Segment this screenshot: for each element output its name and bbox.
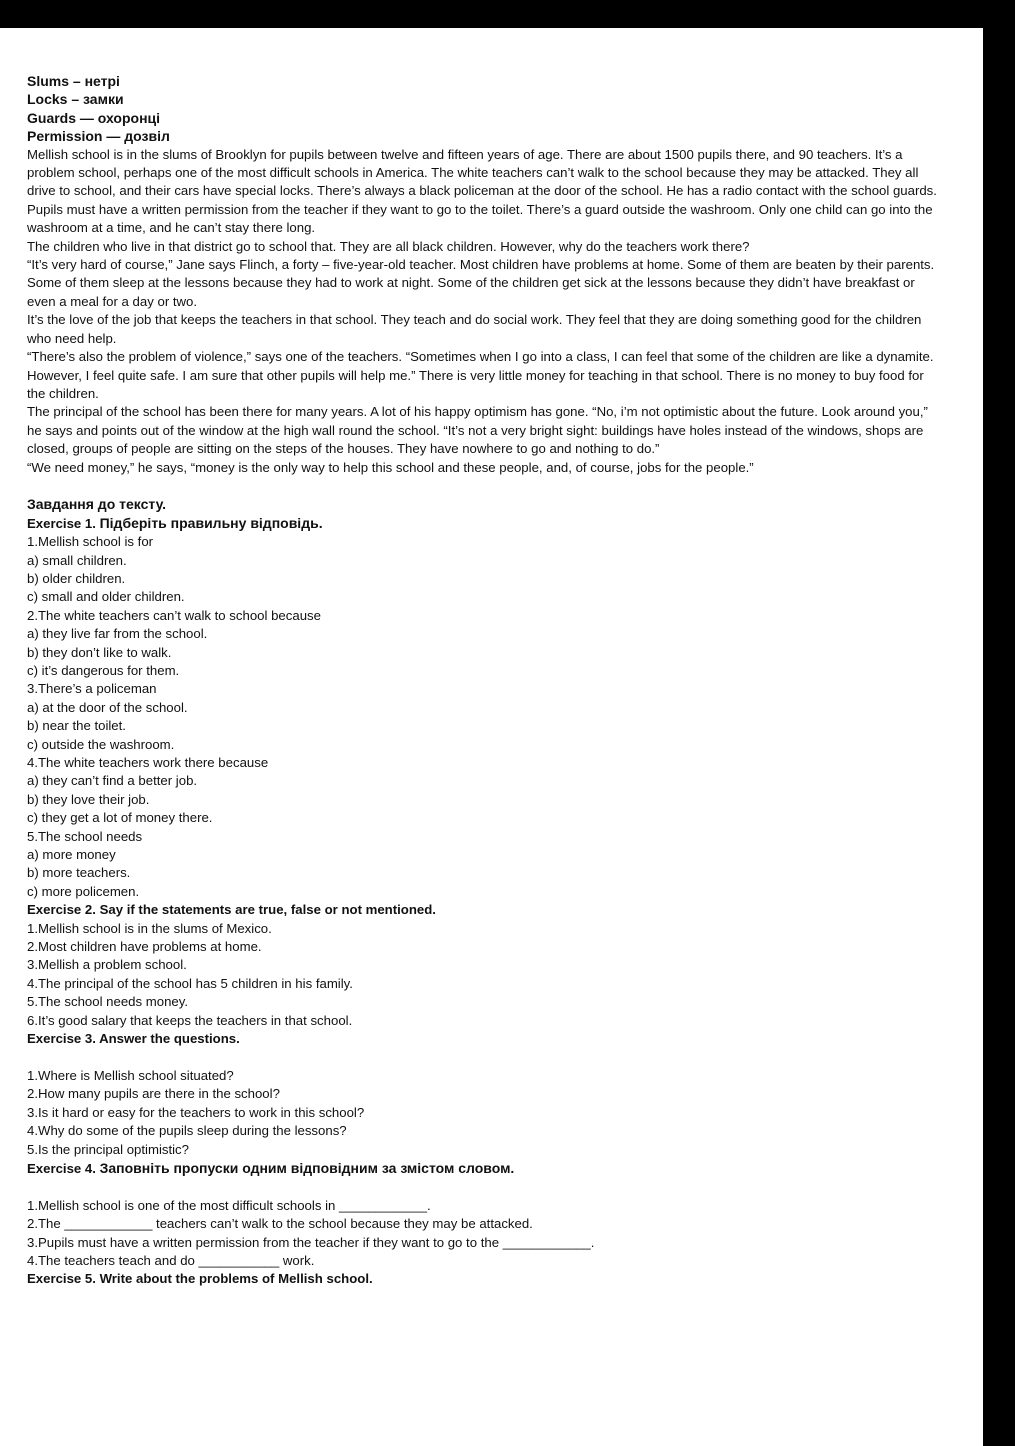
- exercise-line: 1.Mellish school is for: [27, 534, 154, 550]
- exercise-line: 2.The white teachers can’t walk to school because: [27, 607, 321, 623]
- exercise-line: 2.Most children have problems at home.: [27, 939, 262, 955]
- exercise-1-instruction: Підберіть правильну відповідь.: [99, 514, 323, 531]
- exercise-2-title: Exercise 2. Say if the statements are true, false or not mentioned.: [27, 902, 436, 918]
- exercise-line: 2.How many pupils are there in the school?: [27, 1086, 280, 1102]
- exercise-line: 4.Why do some of the pupils sleep during the lessons?: [27, 1123, 347, 1139]
- exercise-line: c) outside the washroom.: [27, 736, 175, 752]
- vocab-item: Permission — дозвіл: [27, 128, 170, 145]
- spacer: [27, 1049, 942, 1067]
- document-page: [0, 28, 983, 1446]
- exercise-line: a) more money: [27, 847, 116, 863]
- spacer: [27, 477, 942, 495]
- exercise-5-title: Exercise 5. Write about the problems of Mellish school.: [27, 1271, 373, 1287]
- exercise-4-title: [27, 1159, 942, 1178]
- vocab-item: Guards — охоронці: [27, 109, 161, 126]
- exercise-line: 4.The principal of the school has 5 children in his family.: [27, 975, 353, 991]
- exercise-line: 5.Is the principal optimistic?: [27, 1141, 189, 1157]
- exercise-line: c) more policemen.: [27, 883, 140, 899]
- document-content: [27, 72, 942, 1289]
- exercise-line: 3.Is it hard or easy for the teachers to work in this school?: [27, 1104, 365, 1120]
- exercise-4-instruction: Заповніть пропуски одним відповідним за змістом словом.: [99, 1159, 515, 1176]
- exercise-line: 5.The school needs money.: [27, 994, 189, 1010]
- vocab-item: Locks – замки: [27, 91, 124, 108]
- text-paragraph: “There’s also the problem of violence,” says one of the teachers. “Sometimes when I go into a class, I can feel that some of the children are like a dynamite. However, I feel quite safe. I am sure that other pupils will help me.” There is very little money for teaching in that school. There is no money to buy food for the children.: [27, 349, 934, 401]
- exercise-line: 3.There’s a policeman: [27, 681, 157, 697]
- exercise-3-title: Exercise 3. Answer the questions.: [27, 1031, 240, 1047]
- exercise-line: a) they live far from the school.: [27, 626, 208, 642]
- text-paragraph: Mellish school is in the slums of Brooklyn for pupils between twelve and fifteen years of age. There are about 1500 pupils there, and 90 teachers. It’s a problem school, perhaps one of the most difficult schools in America. The white teachers can’t walk to the school because they may be attacked. They all drive to school, and their cars have special locks. There’s always a black policeman at the door of the school. He has a radio contact with the school guards. Pupils must have a written permission from the teacher if they want to go to the toilet. There’s a guard outside the washroom. Only one child can go into the washroom at a time, and he can’t stay there long.: [27, 146, 937, 236]
- exercise-line: a) small children.: [27, 552, 127, 568]
- exercise-line: 2.The ____________ teachers can’t walk to the school because they may be attacked.: [27, 1216, 533, 1232]
- exercise-line: a) at the door of the school.: [27, 699, 188, 715]
- exercise-line: b) they love their job.: [27, 791, 150, 807]
- vocab-item: Slums – нетрі: [27, 73, 120, 89]
- text-paragraph: “It’s very hard of course,” Jane says Flinch, a forty – five-year-old teacher. Most children have problems at home. Some of them are beaten by their parents. Some of them sleep at the lessons because they had to work at night. Some of the children get sick at the lessons because they didn’t have breakfast or even a meal for a day or two.: [27, 257, 935, 309]
- exercise-1-title: [27, 514, 942, 533]
- exercise-line: b) they don’t like to walk.: [27, 644, 172, 660]
- exercise-line: 5.The school needs: [27, 828, 143, 844]
- exercise-line: b) near the toilet.: [27, 718, 126, 734]
- exercise-line: b) older children.: [27, 570, 126, 586]
- exercise-line: c) they get a lot of money there.: [27, 810, 213, 826]
- text-paragraph: It’s the love of the job that keeps the teachers in that school. They teach and do social work. They feel that they are doing something good for the children who need help.: [27, 312, 922, 346]
- exercise-line: 1.Mellish school is in the slums of Mexico.: [27, 920, 272, 936]
- exercise-line: 4.The white teachers work there because: [27, 755, 269, 771]
- exercise-line: 4.The teachers teach and do ___________ work.: [27, 1252, 315, 1268]
- tasks-heading: Завдання до тексту.: [27, 496, 167, 513]
- exercise-line: 1.Mellish school is one of the most difficult schools in ____________.: [27, 1197, 431, 1213]
- exercise-1-label: Exercise 1.: [27, 515, 96, 531]
- exercise-line: 3.Pupils must have a written permission from the teacher if they want to go to the ____________.: [27, 1234, 595, 1250]
- spacer: [27, 1178, 942, 1196]
- exercise-line: b) more teachers.: [27, 865, 131, 881]
- exercise-line: 1.Where is Mellish school situated?: [27, 1067, 234, 1083]
- exercise-4-label: Exercise 4.: [27, 1160, 96, 1176]
- exercise-line: 6.It’s good salary that keeps the teachers in that school.: [27, 1012, 353, 1028]
- exercise-line: a) they can’t find a better job.: [27, 773, 198, 789]
- text-paragraph: The principal of the school has been there for many years. A lot of his happy optimism has gone. “No, i’m not optimistic about the future. Look around you,” he says and points out of the window at the high wall round the school. “It’s not a very bright sight: buildings have holes instead of the windows, shops are closed, groups of people are sitting on the steps of the houses. They have nowhere to go and nothing to do.”: [27, 404, 928, 457]
- exercise-line: 3.Mellish a problem school.: [27, 957, 187, 973]
- text-paragraph: The children who live in that district go to school that. They are all black children. However, why do the teachers work there?: [27, 238, 750, 254]
- exercise-line: c) small and older children.: [27, 589, 185, 605]
- exercise-line: c) it’s dangerous for them.: [27, 662, 180, 678]
- text-paragraph: “We need money,” he says, “money is the only way to help this school and these people, and, of course, jobs for the people.”: [27, 459, 754, 475]
